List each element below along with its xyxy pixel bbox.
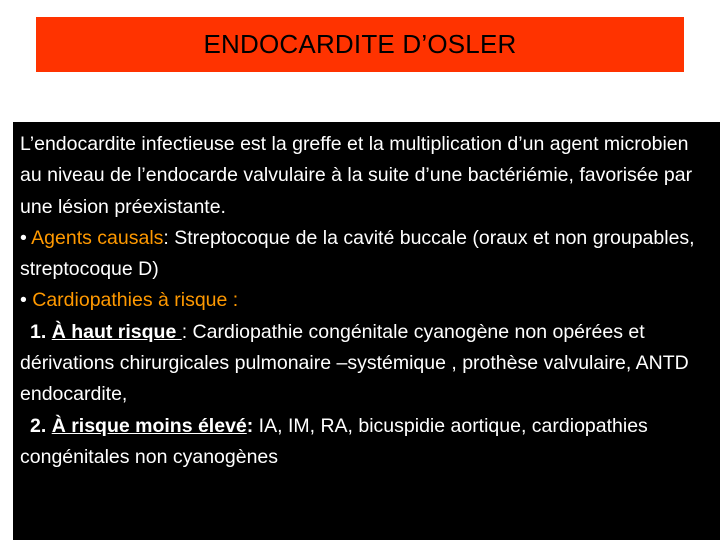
item-text-lower-risk: IA, IM, RA, bicuspidie aortique, cardiopathies congénitales non cyanogènes [20, 414, 648, 468]
item-number-1: 1. [30, 320, 47, 343]
intro-paragraph: L’endocardite infectieuse est la greffe et la multiplication d’un agent microbien au niveau de l’endocarde valvulaire à la suite d’une bactériémie, favorisée par une lésion préexistante. [20, 133, 693, 218]
bullet-cardiopathies [20, 285, 714, 316]
item-text-high-risk: : Cardiopathie congénitale cyanogène non opérées et dérivations chirurgicales pulmonaire –systémique , prothèse valvulaire, ANTD endocardite, [20, 320, 689, 406]
item-label-lower-risk: À risque moins élevé [51, 414, 247, 437]
item-lower-risk [20, 411, 714, 474]
bullet-agents-causals [20, 223, 714, 286]
bullet-text-agents: : Streptocoque de la cavité buccale (oraux et non groupables, streptocoque D) [20, 226, 695, 281]
item-colon-lower-risk: : [246, 414, 254, 437]
slide-title: ENDOCARDITE D’OSLER [203, 29, 517, 59]
item-number-2: 2. [30, 414, 47, 437]
title-banner [36, 17, 684, 72]
bullet-label-agents: Agents causals [31, 226, 164, 249]
bullet-marker: • [20, 289, 27, 312]
item-high-risk [20, 317, 714, 411]
item-label-high-risk: À haut risque [51, 320, 182, 343]
content-panel [13, 122, 720, 540]
bullet-marker: • [20, 226, 27, 249]
bullet-label-cardiopathies: Cardiopathies à risque : [32, 289, 239, 312]
